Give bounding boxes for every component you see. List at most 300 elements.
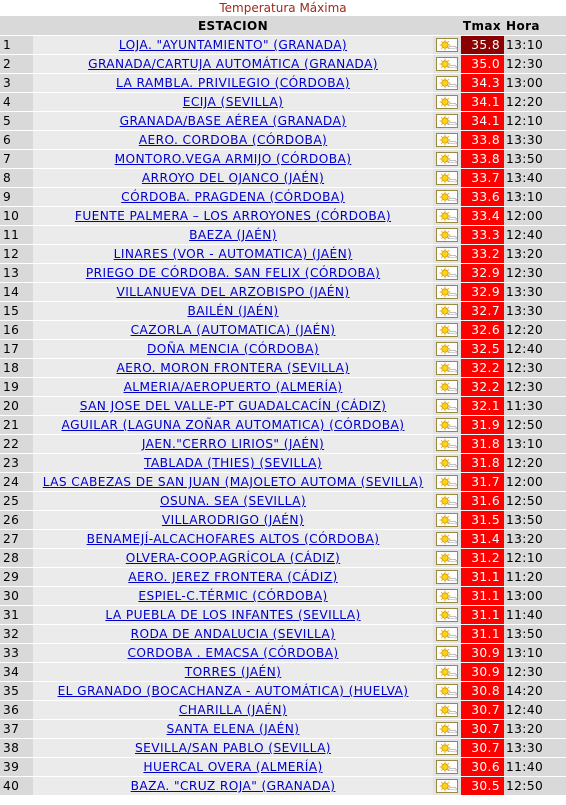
station-cell bbox=[33, 454, 433, 473]
sun-weather-icon bbox=[436, 380, 458, 394]
weather-icon-cell bbox=[433, 340, 461, 359]
hour-cell: 12:30 bbox=[504, 55, 566, 74]
hour-cell: 12:10 bbox=[504, 112, 566, 131]
weather-icon-cell bbox=[433, 568, 461, 587]
hour-cell: 11:30 bbox=[504, 397, 566, 416]
weather-icon-cell bbox=[433, 416, 461, 435]
station-link[interactable]: BENAMEJÍ-ALCACHOFARES ALTOS (CÓRDOBA) bbox=[86, 532, 380, 546]
row-rank: 9 bbox=[0, 188, 33, 207]
station-link[interactable]: HUERCAL OVERA (ALMERÍA) bbox=[143, 760, 323, 774]
weather-icon-cell bbox=[433, 397, 461, 416]
weather-icon-cell bbox=[433, 758, 461, 777]
row-rank: 26 bbox=[0, 511, 33, 530]
sun-weather-icon bbox=[436, 779, 458, 793]
row-rank: 15 bbox=[0, 302, 33, 321]
sun-weather-icon bbox=[436, 57, 458, 71]
table-row bbox=[0, 340, 566, 359]
tmax-cell: 30.5 bbox=[461, 777, 504, 796]
row-rank: 25 bbox=[0, 492, 33, 511]
weather-icon-cell bbox=[433, 150, 461, 169]
station-cell bbox=[33, 663, 433, 682]
station-link[interactable]: LOJA. "AYUNTAMIENTO" (GRANADA) bbox=[118, 38, 348, 52]
station-link[interactable]: GRANADA/BASE AÉREA (GRANADA) bbox=[119, 114, 347, 128]
weather-icon-cell bbox=[433, 226, 461, 245]
station-link[interactable]: MONTORO.VEGA ARMIJO (CÓRDOBA) bbox=[114, 152, 352, 166]
weather-icon-cell bbox=[433, 131, 461, 150]
tmax-cell: 33.7 bbox=[461, 169, 504, 188]
sun-weather-icon bbox=[436, 646, 458, 660]
station-cell bbox=[33, 435, 433, 454]
sun-weather-icon bbox=[436, 665, 458, 679]
table-row bbox=[0, 36, 566, 55]
station-cell bbox=[33, 93, 433, 112]
tmax-cell: 31.1 bbox=[461, 625, 504, 644]
hour-cell: 13:10 bbox=[504, 435, 566, 454]
station-link[interactable]: VILLARODRIGO (JAÉN) bbox=[161, 513, 305, 527]
station-cell bbox=[33, 359, 433, 378]
tmax-cell: 31.1 bbox=[461, 606, 504, 625]
row-rank: 29 bbox=[0, 568, 33, 587]
table-row bbox=[0, 188, 566, 207]
row-rank: 36 bbox=[0, 701, 33, 720]
sun-weather-icon bbox=[436, 589, 458, 603]
row-rank: 23 bbox=[0, 454, 33, 473]
table-row bbox=[0, 302, 566, 321]
tmax-cell: 31.6 bbox=[461, 492, 504, 511]
weather-icon-cell bbox=[433, 264, 461, 283]
hour-header: Hora bbox=[504, 16, 566, 36]
row-rank: 1 bbox=[0, 36, 33, 55]
station-cell bbox=[33, 207, 433, 226]
sun-weather-icon bbox=[436, 399, 458, 413]
weather-icon-cell bbox=[433, 55, 461, 74]
tmax-cell: 30.7 bbox=[461, 701, 504, 720]
hour-cell: 12:30 bbox=[504, 359, 566, 378]
tmax-cell: 32.6 bbox=[461, 321, 504, 340]
station-link[interactable]: GRANADA/CARTUJA AUTOMÁTICA (GRANADA) bbox=[88, 57, 378, 71]
station-link[interactable]: RODA DE ANDALUCIA (SEVILLA) bbox=[130, 627, 336, 641]
tmax-cell: 30.6 bbox=[461, 758, 504, 777]
weather-icon-cell bbox=[433, 606, 461, 625]
station-link[interactable]: LA PUEBLA DE LOS INFANTES (SEVILLA) bbox=[105, 608, 361, 622]
station-link[interactable]: TORRES (JAÉN) bbox=[184, 665, 282, 679]
tmax-cell: 33.4 bbox=[461, 207, 504, 226]
row-rank: 33 bbox=[0, 644, 33, 663]
sun-weather-icon bbox=[436, 190, 458, 204]
table-row bbox=[0, 245, 566, 264]
row-rank: 11 bbox=[0, 226, 33, 245]
station-link[interactable]: BAEZA (JAÉN) bbox=[189, 228, 277, 242]
hour-cell: 13:30 bbox=[504, 302, 566, 321]
weather-icon-cell bbox=[433, 739, 461, 758]
station-cell bbox=[33, 625, 433, 644]
station-link[interactable]: SANTA ELENA (JAÉN) bbox=[166, 722, 300, 736]
hour-cell: 13:30 bbox=[504, 283, 566, 302]
weather-icon-cell bbox=[433, 644, 461, 663]
station-cell bbox=[33, 169, 433, 188]
table-row bbox=[0, 435, 566, 454]
table-row bbox=[0, 74, 566, 93]
row-rank: 37 bbox=[0, 720, 33, 739]
table-row bbox=[0, 587, 566, 606]
row-rank: 27 bbox=[0, 530, 33, 549]
row-rank: 39 bbox=[0, 758, 33, 777]
table-row bbox=[0, 264, 566, 283]
weather-icon-cell bbox=[433, 188, 461, 207]
tmax-cell: 32.9 bbox=[461, 264, 504, 283]
tmax-cell: 32.5 bbox=[461, 340, 504, 359]
hour-cell: 13:10 bbox=[504, 188, 566, 207]
station-cell bbox=[33, 416, 433, 435]
sun-weather-icon bbox=[436, 361, 458, 375]
station-link[interactable]: ALMERIA/AEROPUERTO (ALMERÍA) bbox=[123, 380, 343, 394]
hour-cell: 12:00 bbox=[504, 473, 566, 492]
tmax-cell: 32.2 bbox=[461, 378, 504, 397]
row-rank: 20 bbox=[0, 397, 33, 416]
hour-cell: 12:30 bbox=[504, 378, 566, 397]
hour-cell: 13:40 bbox=[504, 169, 566, 188]
table-row bbox=[0, 530, 566, 549]
weather-icon-cell bbox=[433, 701, 461, 720]
hour-cell: 13:50 bbox=[504, 625, 566, 644]
station-cell bbox=[33, 701, 433, 720]
tmax-cell: 31.2 bbox=[461, 549, 504, 568]
weather-icon-cell bbox=[433, 74, 461, 93]
tmax-cell: 33.8 bbox=[461, 131, 504, 150]
sun-weather-icon bbox=[436, 722, 458, 736]
table-row bbox=[0, 701, 566, 720]
row-rank: 32 bbox=[0, 625, 33, 644]
row-rank: 14 bbox=[0, 283, 33, 302]
temperature-table bbox=[0, 16, 566, 796]
station-cell bbox=[33, 777, 433, 796]
station-cell bbox=[33, 587, 433, 606]
station-cell bbox=[33, 74, 433, 93]
row-rank: 10 bbox=[0, 207, 33, 226]
row-rank: 17 bbox=[0, 340, 33, 359]
table-row bbox=[0, 758, 566, 777]
table-row bbox=[0, 55, 566, 74]
row-rank: 30 bbox=[0, 587, 33, 606]
tmax-cell: 31.5 bbox=[461, 511, 504, 530]
sun-weather-icon bbox=[436, 418, 458, 432]
station-cell bbox=[33, 36, 433, 55]
table-row bbox=[0, 511, 566, 530]
row-rank: 28 bbox=[0, 549, 33, 568]
table-row bbox=[0, 549, 566, 568]
station-cell bbox=[33, 264, 433, 283]
station-link[interactable]: LA RAMBLA. PRIVILEGIO (CÓRDOBA) bbox=[116, 76, 350, 90]
station-cell bbox=[33, 378, 433, 397]
station-cell bbox=[33, 758, 433, 777]
station-link[interactable]: ESPIEL-C.TÉRMIC (CÓRDOBA) bbox=[138, 589, 328, 603]
hour-cell: 14:20 bbox=[504, 682, 566, 701]
station-link[interactable]: VILLANUEVA DEL ARZOBISPO (JAÉN) bbox=[116, 285, 350, 299]
station-link[interactable]: AERO. MORON FRONTERA (SEVILLA) bbox=[116, 361, 350, 375]
table-row bbox=[0, 568, 566, 587]
tmax-cell: 31.9 bbox=[461, 416, 504, 435]
row-rank: 2 bbox=[0, 55, 33, 74]
hour-cell: 12:40 bbox=[504, 701, 566, 720]
station-cell bbox=[33, 112, 433, 131]
tmax-cell: 30.8 bbox=[461, 682, 504, 701]
station-link[interactable]: BAILÉN (JAÉN) bbox=[187, 304, 279, 318]
sun-weather-icon bbox=[436, 760, 458, 774]
tmax-cell: 33.8 bbox=[461, 150, 504, 169]
station-link[interactable]: JAEN."CERRO LIRIOS" (JAÉN) bbox=[141, 437, 325, 451]
tmax-cell: 31.1 bbox=[461, 587, 504, 606]
station-link[interactable]: DOÑA MENCIA (CÓRDOBA) bbox=[146, 342, 320, 356]
station-cell bbox=[33, 226, 433, 245]
row-rank: 8 bbox=[0, 169, 33, 188]
tmax-cell: 34.1 bbox=[461, 93, 504, 112]
station-cell bbox=[33, 720, 433, 739]
sun-weather-icon bbox=[436, 684, 458, 698]
row-rank: 6 bbox=[0, 131, 33, 150]
weather-icon-cell bbox=[433, 435, 461, 454]
sun-weather-icon bbox=[436, 323, 458, 337]
row-rank: 16 bbox=[0, 321, 33, 340]
tmax-cell: 33.3 bbox=[461, 226, 504, 245]
table-row bbox=[0, 720, 566, 739]
row-rank: 31 bbox=[0, 606, 33, 625]
station-cell bbox=[33, 644, 433, 663]
station-cell bbox=[33, 397, 433, 416]
station-link[interactable]: OLVERA-COOP.AGRÍCOLA (CÁDIZ) bbox=[125, 551, 341, 565]
hour-cell: 12:00 bbox=[504, 207, 566, 226]
table-header-row bbox=[0, 16, 566, 36]
weather-icon-cell bbox=[433, 682, 461, 701]
tmax-cell: 31.1 bbox=[461, 568, 504, 587]
table-row bbox=[0, 644, 566, 663]
table-row bbox=[0, 359, 566, 378]
row-rank: 7 bbox=[0, 150, 33, 169]
station-link[interactable]: OSUNA. SEA (SEVILLA) bbox=[160, 494, 306, 508]
hour-cell: 12:20 bbox=[504, 93, 566, 112]
hour-cell: 12:20 bbox=[504, 454, 566, 473]
station-link[interactable]: AGUILAR (LAGUNA ZOÑAR AUTOMATICA) (CÓRDOBA) bbox=[61, 418, 405, 432]
tmax-cell: 32.9 bbox=[461, 283, 504, 302]
sun-weather-icon bbox=[436, 285, 458, 299]
table-row bbox=[0, 663, 566, 682]
station-cell bbox=[33, 283, 433, 302]
weather-icon-cell bbox=[433, 530, 461, 549]
sun-weather-icon bbox=[436, 741, 458, 755]
weather-icon-cell bbox=[433, 112, 461, 131]
station-header: ESTACION bbox=[33, 16, 433, 36]
tmax-cell: 33.2 bbox=[461, 245, 504, 264]
hour-cell: 13:20 bbox=[504, 530, 566, 549]
sun-weather-icon bbox=[436, 627, 458, 641]
weather-icon-cell bbox=[433, 511, 461, 530]
sun-weather-icon bbox=[436, 266, 458, 280]
tmax-cell: 32.1 bbox=[461, 397, 504, 416]
station-cell bbox=[33, 739, 433, 758]
sun-weather-icon bbox=[436, 228, 458, 242]
weather-icon-cell bbox=[433, 473, 461, 492]
table-row bbox=[0, 492, 566, 511]
tmax-cell: 31.8 bbox=[461, 454, 504, 473]
station-cell bbox=[33, 682, 433, 701]
table-row bbox=[0, 473, 566, 492]
sun-weather-icon bbox=[436, 703, 458, 717]
weather-icon-cell bbox=[433, 378, 461, 397]
row-rank: 38 bbox=[0, 739, 33, 758]
tmax-cell: 34.3 bbox=[461, 74, 504, 93]
table-row bbox=[0, 321, 566, 340]
hour-cell: 12:50 bbox=[504, 492, 566, 511]
tmax-cell: 31.4 bbox=[461, 530, 504, 549]
station-cell bbox=[33, 55, 433, 74]
station-cell bbox=[33, 131, 433, 150]
table-row bbox=[0, 207, 566, 226]
sun-weather-icon bbox=[436, 38, 458, 52]
weather-icon-cell bbox=[433, 36, 461, 55]
station-cell bbox=[33, 245, 433, 264]
table-row bbox=[0, 777, 566, 796]
station-link[interactable]: BAZA. "CRUZ ROJA" (GRANADA) bbox=[130, 779, 336, 793]
row-rank: 12 bbox=[0, 245, 33, 264]
sun-weather-icon bbox=[436, 513, 458, 527]
tmax-cell: 34.1 bbox=[461, 112, 504, 131]
station-link[interactable]: FUENTE PALMERA – LOS ARROYONES (CÓRDOBA) bbox=[74, 209, 392, 223]
sun-weather-icon bbox=[436, 133, 458, 147]
hour-cell: 12:30 bbox=[504, 264, 566, 283]
station-link[interactable]: LINARES (VOR - AUTOMATICA) (JAÉN) bbox=[113, 247, 353, 261]
station-cell bbox=[33, 188, 433, 207]
rank-header bbox=[0, 16, 33, 36]
table-row bbox=[0, 112, 566, 131]
hour-cell: 13:30 bbox=[504, 739, 566, 758]
station-cell bbox=[33, 568, 433, 587]
hour-cell: 12:50 bbox=[504, 777, 566, 796]
station-link[interactable]: ECIJA (SEVILLA) bbox=[182, 95, 284, 109]
tmax-cell: 35.0 bbox=[461, 55, 504, 74]
weather-icon-cell bbox=[433, 663, 461, 682]
station-link[interactable]: TABLADA (THIES) (SEVILLA) bbox=[143, 456, 323, 470]
station-link[interactable]: SAN JOSE DEL VALLE-PT GUADALCACÍN (CÁDIZ) bbox=[79, 399, 387, 413]
hour-cell: 12:40 bbox=[504, 226, 566, 245]
tmax-cell: 33.6 bbox=[461, 188, 504, 207]
station-link[interactable]: AERO. JEREZ FRONTERA (CÁDIZ) bbox=[128, 570, 338, 584]
row-rank: 24 bbox=[0, 473, 33, 492]
row-rank: 22 bbox=[0, 435, 33, 454]
tmax-cell: 35.8 bbox=[461, 36, 504, 55]
station-link[interactable]: CÓRDOBA. PRAGDENA (CÓRDOBA) bbox=[121, 190, 345, 204]
hour-cell: 12:30 bbox=[504, 663, 566, 682]
weather-icon-cell bbox=[433, 93, 461, 112]
tmax-cell: 31.8 bbox=[461, 435, 504, 454]
weather-icon-cell bbox=[433, 549, 461, 568]
hour-cell: 13:10 bbox=[504, 36, 566, 55]
table-row bbox=[0, 150, 566, 169]
tmax-cell: 30.9 bbox=[461, 663, 504, 682]
station-link[interactable]: EL GRANADO (BOCACHANZA - AUTOMÁTICA) (HUELVA) bbox=[57, 684, 409, 698]
station-cell bbox=[33, 150, 433, 169]
hour-cell: 13:20 bbox=[504, 245, 566, 264]
table-row bbox=[0, 682, 566, 701]
row-rank: 3 bbox=[0, 74, 33, 93]
weather-icon-cell bbox=[433, 283, 461, 302]
sun-weather-icon bbox=[436, 437, 458, 451]
table-caption: Temperatura Máxima bbox=[219, 1, 347, 15]
station-link[interactable]: PRIEGO DE CÓRDOBA. SAN FELIX (CÓRDOBA) bbox=[85, 266, 381, 280]
hour-cell: 12:50 bbox=[504, 416, 566, 435]
station-cell bbox=[33, 473, 433, 492]
sun-weather-icon bbox=[436, 494, 458, 508]
station-link[interactable]: LAS CABEZAS DE SAN JUAN (MAJOLETO AUTOMA (SEVILLA) bbox=[42, 475, 424, 489]
weather-icon-cell bbox=[433, 492, 461, 511]
row-rank: 4 bbox=[0, 93, 33, 112]
hour-cell: 13:50 bbox=[504, 150, 566, 169]
tmax-cell: 30.7 bbox=[461, 720, 504, 739]
tmax-header: Tmax bbox=[461, 16, 504, 36]
sun-weather-icon bbox=[436, 114, 458, 128]
row-rank: 18 bbox=[0, 359, 33, 378]
weather-icon-cell bbox=[433, 359, 461, 378]
sun-weather-icon bbox=[436, 342, 458, 356]
table-row bbox=[0, 131, 566, 150]
sun-weather-icon bbox=[436, 570, 458, 584]
hour-cell: 11:40 bbox=[504, 606, 566, 625]
sun-weather-icon bbox=[436, 152, 458, 166]
sun-weather-icon bbox=[436, 171, 458, 185]
table-row bbox=[0, 625, 566, 644]
weather-icon-cell bbox=[433, 321, 461, 340]
station-cell bbox=[33, 530, 433, 549]
hour-cell: 13:10 bbox=[504, 644, 566, 663]
station-link[interactable]: AERO. CORDOBA (CÓRDOBA) bbox=[138, 133, 328, 147]
station-cell bbox=[33, 511, 433, 530]
station-link[interactable]: CAZORLA (AUTOMATICA) (JAÉN) bbox=[130, 323, 336, 337]
hour-cell: 13:50 bbox=[504, 511, 566, 530]
sun-weather-icon bbox=[436, 532, 458, 546]
sun-weather-icon bbox=[436, 76, 458, 90]
table-row bbox=[0, 416, 566, 435]
station-link[interactable]: ARROYO DEL OJANCO (JAÉN) bbox=[141, 171, 325, 185]
weather-icon-cell bbox=[433, 720, 461, 739]
hour-cell: 11:40 bbox=[504, 758, 566, 777]
tmax-cell: 30.7 bbox=[461, 739, 504, 758]
table-row bbox=[0, 169, 566, 188]
tmax-cell: 32.2 bbox=[461, 359, 504, 378]
row-rank: 19 bbox=[0, 378, 33, 397]
station-cell bbox=[33, 302, 433, 321]
station-link[interactable]: CORDOBA . EMACSA (CÓRDOBA) bbox=[127, 646, 339, 660]
hour-cell: 13:30 bbox=[504, 131, 566, 150]
table-row bbox=[0, 397, 566, 416]
row-rank: 5 bbox=[0, 112, 33, 131]
row-rank: 35 bbox=[0, 682, 33, 701]
weather-icon-cell bbox=[433, 625, 461, 644]
station-link[interactable]: SEVILLA/SAN PABLO (SEVILLA) bbox=[135, 741, 331, 755]
sun-weather-icon bbox=[436, 551, 458, 565]
station-cell bbox=[33, 606, 433, 625]
weather-icon-cell bbox=[433, 777, 461, 796]
table-row bbox=[0, 606, 566, 625]
weather-icon-cell bbox=[433, 587, 461, 606]
icon-header bbox=[433, 16, 461, 36]
row-rank: 34 bbox=[0, 663, 33, 682]
station-link[interactable]: CHARILLA (JAÉN) bbox=[178, 703, 288, 717]
sun-weather-icon bbox=[436, 209, 458, 223]
station-cell bbox=[33, 340, 433, 359]
station-cell bbox=[33, 492, 433, 511]
table-row bbox=[0, 283, 566, 302]
tmax-cell: 31.7 bbox=[461, 473, 504, 492]
hour-cell: 13:00 bbox=[504, 587, 566, 606]
station-cell bbox=[33, 321, 433, 340]
